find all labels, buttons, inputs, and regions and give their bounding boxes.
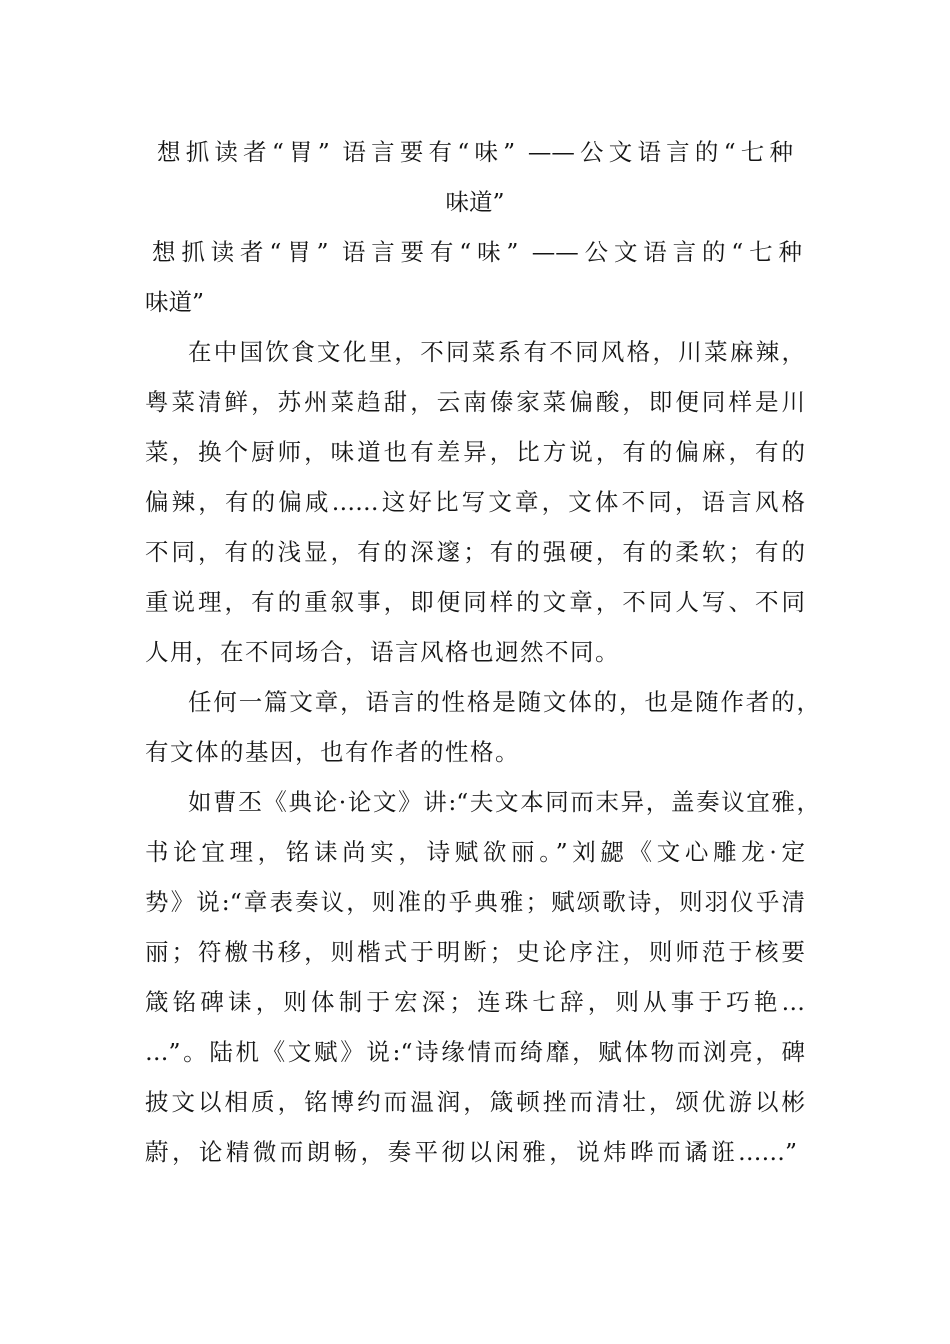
subtitle-line-1: 想抓读者“胃” 语言要有“味” ——公文语言的“七种 bbox=[152, 238, 802, 266]
paragraph-3-line: 箴铭碑诔，则体制于宏深；连珠七辞，则从事于巧艳… bbox=[145, 988, 805, 1016]
paragraph-3-line: 披文以相质，铭博约而温润，箴顿挫而清壮，颂优游以彬 bbox=[145, 1088, 805, 1116]
paragraph-3-line: 书论宜理，铭诔尚实，诗赋欲丽。”刘勰《文心雕龙·定 bbox=[145, 838, 805, 866]
paragraph-3-line: 势》说:“章表奏议，则准的乎典雅；赋颂歌诗，则羽仪乎清 bbox=[145, 888, 805, 916]
title-line-1: 想抓读者“胃” 语言要有“味” ——公文语言的“七种 bbox=[157, 138, 793, 166]
paragraph-3-line: 丽；符檄书移，则楷式于明断；史论序注，则师范于核要 bbox=[145, 938, 805, 966]
paragraph-1-line: 在中国饮食文化里，不同菜系有不同风格，川菜麻辣， bbox=[188, 338, 805, 366]
paragraph-1-line: 粤菜清鲜，苏州菜趋甜，云南傣家菜偏酸，即便同样是川 bbox=[145, 388, 805, 416]
paragraph-1-line: 菜，换个厨师，味道也有差异，比方说，有的偏麻，有的 bbox=[145, 438, 805, 466]
paragraph-1-line: 重说理，有的重叙事，即便同样的文章，不同人写、不同 bbox=[145, 588, 805, 616]
paragraph-3-line: …”。陆机《文赋》说:“诗缘情而绮靡，赋体物而浏亮，碑 bbox=[145, 1038, 805, 1066]
paragraph-2-line: 有文体的基因，也有作者的性格。 bbox=[145, 738, 520, 766]
title-line-2: 味道” bbox=[445, 188, 505, 216]
paragraph-1-line: 人用，在不同场合，语言风格也迥然不同。 bbox=[145, 638, 620, 666]
subtitle-line-2: 味道” bbox=[145, 288, 205, 316]
paragraph-1-line: 不同，有的浅显，有的深邃；有的强硬，有的柔软；有的 bbox=[145, 538, 805, 566]
paragraph-3-line: 蔚，论精微而朗畅，奏平彻以闲雅，说炜晔而谲诳……” bbox=[145, 1138, 797, 1166]
paragraph-2-line: 任何一篇文章，语言的性格是随文体的，也是随作者的， bbox=[188, 688, 820, 716]
paragraph-1-line: 偏辣，有的偏咸……这好比写文章，文体不同，语言风格 bbox=[145, 488, 805, 516]
paragraph-3-line: 如曹丕《典论·论文》讲:“夫文本同而末异，盖奏议宜雅， bbox=[188, 788, 820, 816]
